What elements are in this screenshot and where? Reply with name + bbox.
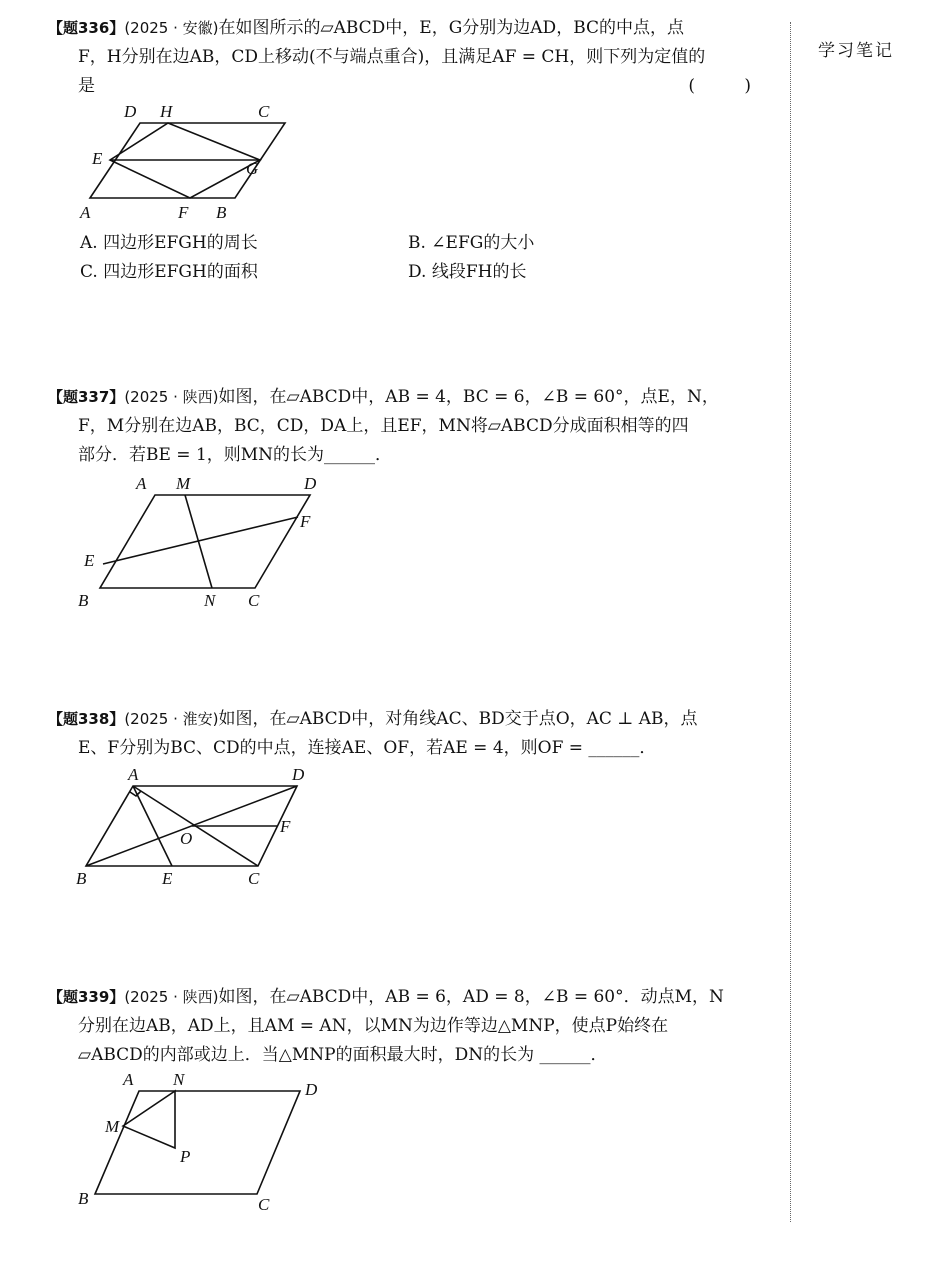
figure-339 — [70, 1070, 340, 1220]
problem-source: (2025 · 淮安) — [124, 710, 219, 728]
label-a: A — [128, 765, 139, 784]
label-a: A — [80, 203, 91, 222]
option-d[interactable]: D. 线段FH的长 — [408, 262, 527, 282]
label-m: M — [176, 474, 191, 493]
label-n: N — [204, 591, 216, 610]
problem-source: (2025 · 陕西) — [124, 388, 219, 406]
problem-line: 分别在边AB，AD上，且AM = AN，以MN为边作等边△MNP，使点P始终在 — [78, 1016, 669, 1036]
figure-338 — [70, 762, 330, 892]
option-b[interactable]: B. ∠EFG的大小 — [408, 233, 535, 253]
label-d: D — [304, 474, 317, 493]
problem-line: ▱ABCD的内部或边上．当△MNP的面积最大时，DN的长为 ______． — [78, 1045, 608, 1065]
problem-339 — [48, 983, 778, 1070]
label-d: D — [305, 1080, 318, 1099]
figure-337 — [70, 470, 340, 620]
label-m: M — [105, 1117, 120, 1136]
label-g: G — [246, 159, 259, 178]
option-a[interactable]: A. 四边形EFGH的周长 — [80, 233, 258, 253]
problem-line: 【题337】(2025 · 陕西)如图，在▱ABCD中，AB = 4，BC = 6，∠B = 60°，点E，N， — [48, 387, 719, 407]
label-b: B — [76, 869, 87, 888]
problem-line: E、F分别为BC、CD的中点，连接AE、OF，若AE = 4，则OF = ______． — [78, 738, 657, 758]
label-n: N — [173, 1070, 185, 1089]
label-c: C — [248, 591, 260, 610]
label-f: F — [300, 512, 311, 531]
label-c: C — [258, 1195, 270, 1214]
problem-line: 部分．若BE = 1，则MN的长为______． — [78, 445, 393, 465]
label-p: P — [180, 1147, 191, 1166]
problem-line: 【题336】(2025 · 安徽)在如图所示的▱ABCD中，E，G分别为边AD，BC的中点，点 — [48, 18, 685, 38]
problem-line: 是 — [78, 76, 95, 96]
parallelogram-abcd — [95, 1091, 300, 1194]
label-b: B — [216, 203, 227, 222]
answer-bracket: ( ) — [688, 76, 773, 96]
figure-336 — [70, 98, 300, 228]
label-d: D — [124, 102, 137, 121]
label-c: C — [248, 869, 260, 888]
segment-ef — [103, 517, 298, 564]
label-h: H — [160, 102, 173, 121]
problem-line: F，H分别在边AB，CD上移动(不与端点重合)，且满足AF = CH，则下列为定值的 — [78, 47, 706, 67]
label-e: E — [92, 149, 103, 168]
problem-338 — [48, 705, 778, 763]
problem-tag: 【题338】 — [48, 710, 125, 728]
problem-337 — [48, 383, 778, 470]
segment-mn — [185, 495, 212, 588]
label-a: A — [123, 1070, 134, 1089]
label-e: E — [162, 869, 173, 888]
problem-tag: 【题336】 — [48, 19, 125, 37]
problem-tag: 【题337】 — [48, 388, 125, 406]
problem-line: 【题339】(2025 · 陕西)如图，在▱ABCD中，AB = 6，AD = 8，∠B = 60°．动点M，N — [48, 987, 724, 1007]
option-c[interactable]: C. 四边形EFGH的面积 — [80, 262, 258, 282]
problem-line: F，M分别在边AB，BC，CD，DA上，且EF，MN将▱ABCD分成面积相等的四 — [78, 416, 689, 436]
sidebar-divider — [790, 22, 791, 1222]
label-e: E — [84, 551, 95, 570]
parallelogram-abcd — [100, 495, 310, 588]
equilateral-triangle-mnp — [123, 1091, 175, 1148]
label-c: C — [258, 102, 270, 121]
sidebar-title: 学习笔记 — [818, 41, 894, 61]
problem-336 — [48, 14, 778, 101]
problem-source: (2025 · 安徽) — [124, 19, 219, 37]
problem-source: (2025 · 陕西) — [124, 988, 219, 1006]
label-f: F — [178, 203, 189, 222]
problem-line: 【题338】(2025 · 淮安)如图，在▱ABCD中，对角线AC、BD交于点O，AC ⊥ AB，点 — [48, 709, 698, 729]
label-f: F — [280, 817, 291, 836]
label-o: O — [180, 829, 193, 848]
label-b: B — [78, 1189, 89, 1208]
label-b: B — [78, 591, 89, 610]
problem-tag: 【题339】 — [48, 988, 125, 1006]
label-d: D — [292, 765, 305, 784]
label-a: A — [136, 474, 147, 493]
